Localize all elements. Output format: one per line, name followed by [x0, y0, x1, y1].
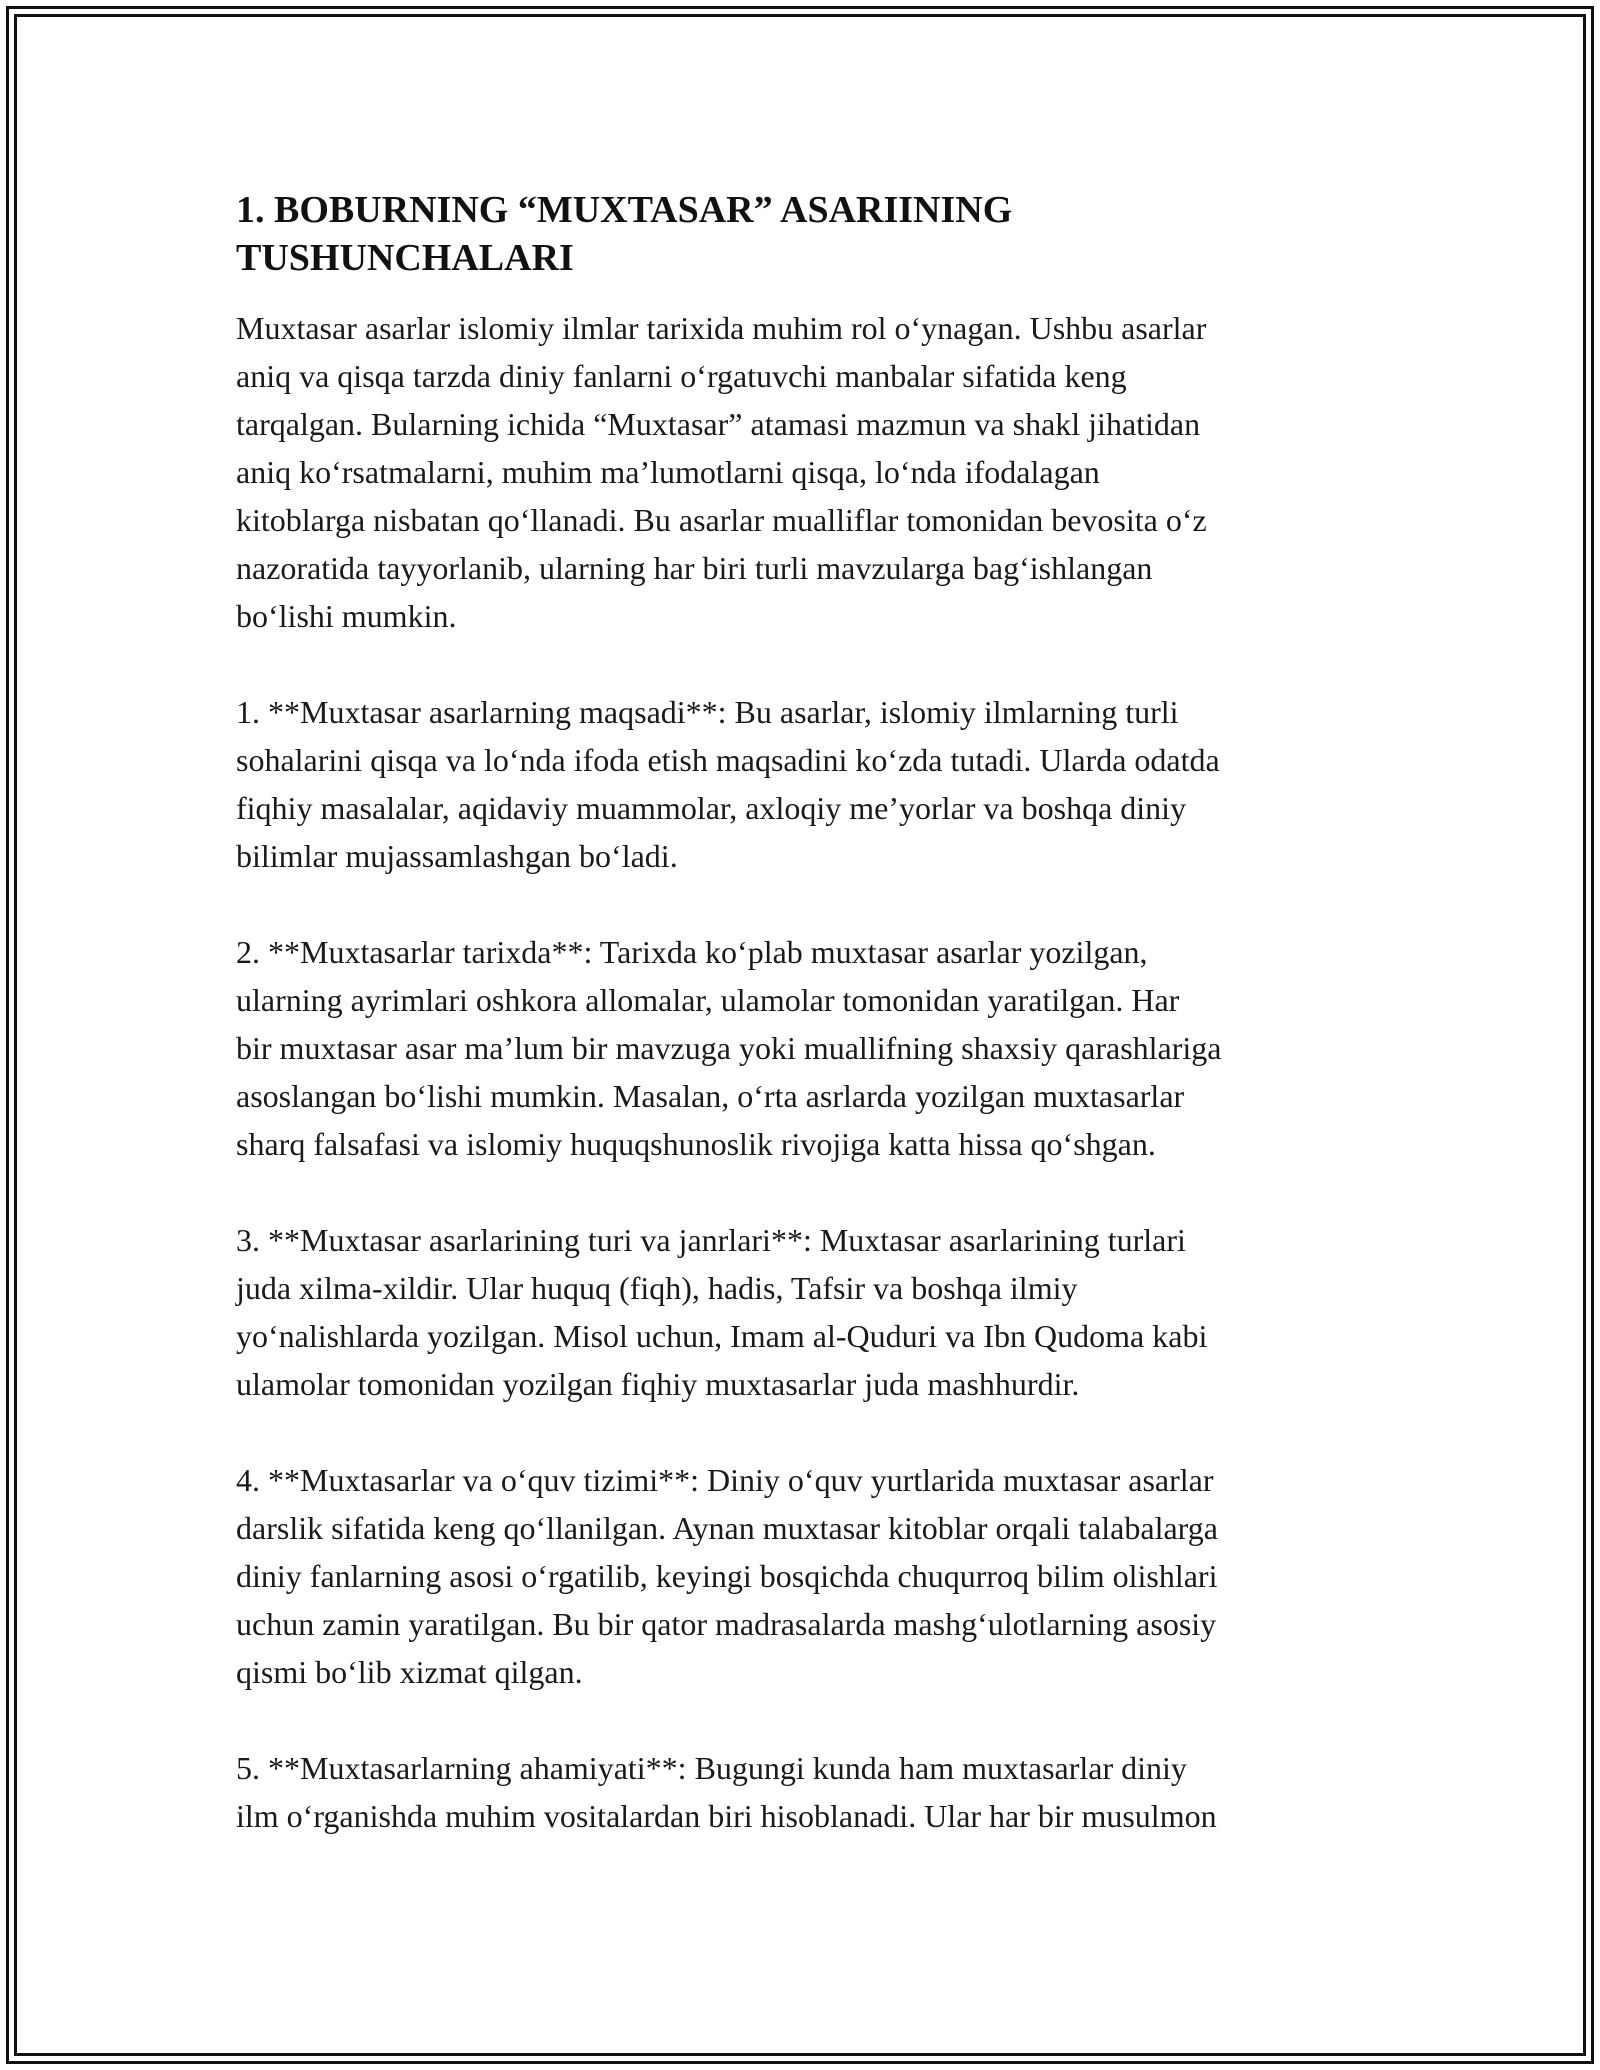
list-paragraph-3 [236, 1216, 1386, 1408]
text-line: diniy fanlarning asosi oʻrgatilib, keyingi bosqichda chuqurroq bilim olishlari [236, 1558, 1218, 1594]
text-line: sohalarini qisqa va loʻnda ifoda etish maqsadini koʻzda tutadi. Ularda odatda [236, 742, 1220, 778]
text-line: boʻlishi mumkin. [236, 598, 457, 634]
text-line: sharq falsafasi va islomiy huquqshunoslik rivojiga katta hissa qoʻshgan. [236, 1126, 1156, 1162]
text-line: ilm oʻrganishda muhim vositalardan biri hisoblanadi. Ular har bir musulmon [236, 1798, 1217, 1834]
text-line: aniq va qisqa tarzda diniy fanlarni oʻrgatuvchi manbalar sifatida keng [236, 358, 1127, 394]
text-line: juda xilma-xildir. Ular huquq (fiqh), hadis, Tafsir va boshqa ilmiy [236, 1270, 1078, 1306]
text-line: 4. **Muxtasarlar va oʻquv tizimi**: Diniy oʻquv yurtlarida muxtasar asarlar [236, 1462, 1214, 1498]
text-line: ulamolar tomonidan yozilgan fiqhiy muxtasarlar juda mashhurdir. [236, 1366, 1080, 1402]
list-paragraph-2 [236, 928, 1386, 1168]
text-line: darslik sifatida keng qoʻllanilgan. Aynan muxtasar kitoblar orqali talabalarga [236, 1510, 1218, 1546]
text-line: kitoblarga nisbatan qoʻllanadi. Bu asarlar mualliflar tomonidan bevosita oʻz [236, 502, 1207, 538]
text-line: bilimlar mujassamlashgan boʻladi. [236, 838, 678, 874]
text-line: 1. **Muxtasar asarlarning maqsadi**: Bu asarlar, islomiy ilmlarning turli [236, 694, 1179, 730]
section-heading [236, 186, 1386, 282]
list-paragraph-1 [236, 688, 1386, 880]
text-line: qismi boʻlib xizmat qilgan. [236, 1654, 583, 1690]
intro-paragraph [236, 304, 1386, 640]
text-line: 5. **Muxtasarlarning ahamiyati**: Bugungi kunda ham muxtasarlar diniy [236, 1750, 1187, 1786]
document-body [236, 186, 1386, 1888]
text-line: nazoratida tayyorlanib, ularning har biri turli mavzularga bagʻishlangan [236, 550, 1153, 586]
text-line: bir muxtasar asar maʼlum bir mavzuga yoki muallifning shaxsiy qarashlariga [236, 1030, 1222, 1066]
heading-line: 1. BOBURNING “MUXTASAR” ASARIINING [236, 189, 1013, 231]
text-line: fiqhiy masalalar, aqidaviy muammolar, axloqiy meʼyorlar va boshqa diniy [236, 790, 1187, 826]
text-line: aniq koʻrsatmalarni, muhim maʼlumotlarni qisqa, loʻnda ifodalagan [236, 454, 1100, 490]
text-line: Muxtasar asarlar islomiy ilmlar tarixida muhim rol oʻynagan. Ushbu asarlar [236, 310, 1207, 346]
heading-line: TUSHUNCHALARI [236, 237, 574, 279]
text-line: asoslangan boʻlishi mumkin. Masalan, oʻrta asrlarda yozilgan muxtasarlar [236, 1078, 1185, 1114]
text-line: 2. **Muxtasarlar tarixda**: Tarixda koʻplab muxtasar asarlar yozilgan, [236, 934, 1148, 970]
text-line: ularning ayrimlari oshkora allomalar, ulamolar tomonidan yaratilgan. Har [236, 982, 1180, 1018]
text-line: yoʻnalishlarda yozilgan. Misol uchun, Imam al-Quduri va Ibn Qudoma kabi [236, 1318, 1208, 1354]
text-line: tarqalgan. Bularning ichida “Muxtasar” atamasi mazmun va shakl jihatidan [236, 406, 1201, 442]
list-paragraph-4 [236, 1456, 1386, 1696]
text-line: 3. **Muxtasar asarlarining turi va janrlari**: Muxtasar asarlarining turlari [236, 1222, 1186, 1258]
list-paragraph-5 [236, 1744, 1386, 1840]
text-line: uchun zamin yaratilgan. Bu bir qator madrasalarda mashgʻulotlarning asosiy [236, 1606, 1217, 1642]
